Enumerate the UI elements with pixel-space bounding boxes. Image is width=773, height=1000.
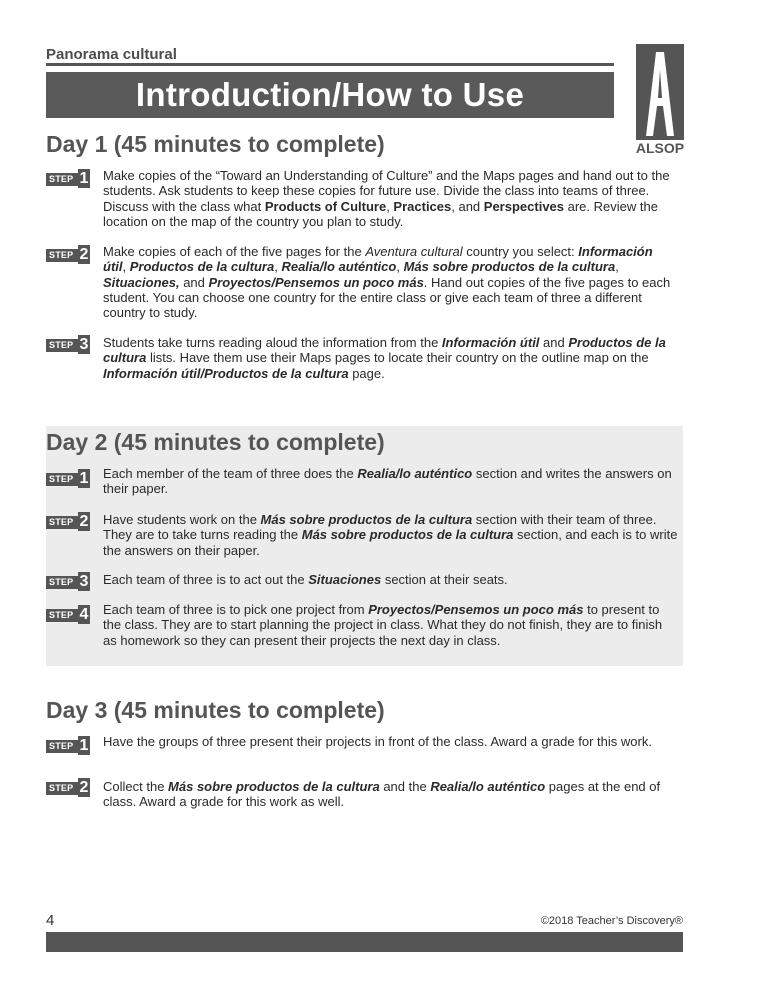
series-label: Panorama cultural (46, 46, 177, 63)
emphasis-run: Productos de la cultura (103, 335, 666, 366)
emphasis-run: Realia/lo auténtico (430, 779, 546, 794)
step-tag: STEP (46, 173, 79, 186)
copyright: ©2018 Teacher’s Discovery® (540, 915, 683, 927)
step-text (103, 244, 678, 320)
step-text (103, 466, 678, 497)
text-run: Collect the (103, 779, 169, 794)
step-number: 2 (79, 779, 89, 796)
emphasis-run: Proyectos/Pensemos un poco más (368, 602, 584, 617)
text-run: , (396, 259, 404, 275)
step-text (103, 734, 678, 749)
text-run: , (274, 259, 282, 275)
text-run: pages at the end of class. Award a grade for this work as well. (103, 779, 661, 810)
step-number: 3 (79, 336, 89, 353)
step-tag: STEP (46, 609, 79, 622)
text-run: section with their team of three. They are to take turns reading the (103, 512, 657, 543)
emphasis-run: Información útil (103, 244, 653, 275)
text-run: section, and each is to write the answers on their paper. (103, 527, 678, 558)
step-tag: STEP (46, 740, 79, 753)
step-number: 1 (79, 170, 89, 187)
day-1-title: Day 1 (45 minutes to complete) (46, 131, 385, 157)
step-badge (46, 607, 90, 624)
day-2-title: Day 2 (45 minutes to complete) (46, 429, 385, 455)
text-run: Each team of three is to act out the (103, 572, 309, 587)
logo-text: ALSOP (635, 140, 685, 156)
step-badge (46, 171, 90, 188)
step-badge (46, 514, 90, 531)
step-number: 2 (79, 246, 89, 263)
text-run: and (179, 274, 209, 290)
emphasis-run: Información útil/Productos de la cultura (103, 365, 349, 381)
day-3-title: Day 3 (45 minutes to complete) (46, 697, 385, 723)
step-tag: STEP (46, 576, 79, 589)
step-text (103, 779, 678, 810)
text-run: . Hand out copies of the five pages to each student. You can choose one country for the entire class or give each team of three a different country to study. (103, 274, 671, 321)
step-badge (46, 247, 90, 264)
emphasis-run: Practices (393, 198, 452, 214)
text-run: , (122, 259, 130, 275)
text-run: Make copies of each of the five pages for the (103, 244, 366, 259)
text-run: Have the groups of three present their projects in front of the class. Award a grade for this work. (103, 734, 652, 749)
emphasis-run: Perspectives (483, 198, 565, 214)
emphasis-run: Más sobre productos de la cultura (301, 527, 514, 543)
step-number: 1 (79, 470, 89, 487)
step-tag: STEP (46, 782, 79, 795)
step-number: 4 (79, 606, 89, 623)
emphasis-run: Situaciones, (103, 274, 180, 290)
text-run: are. Review the location on the map of the country you plan to study. (103, 198, 658, 229)
step-text (103, 602, 678, 648)
emphasis-run: Realia/lo auténtico (281, 259, 397, 275)
emphasis-run: Proyectos/Pensemos un poco más (208, 274, 424, 290)
page-number: 4 (46, 912, 55, 929)
header-rule (46, 63, 614, 66)
text-run: lists. Have them use their Maps pages to locate their country on the outline map on the (146, 350, 649, 366)
step-badge (46, 337, 90, 354)
step-tag: STEP (46, 473, 79, 486)
step-badge (46, 738, 90, 755)
text-run: , and (451, 198, 484, 214)
step-text (103, 168, 678, 229)
text-run: , (615, 259, 619, 275)
emphasis-run: Aventura cultural (365, 244, 463, 259)
step-badge (46, 574, 90, 591)
emphasis-run: Situaciones (308, 572, 382, 587)
step-badge (46, 780, 90, 797)
title-banner (46, 72, 614, 118)
text-run: Each member of the team of three does the (103, 466, 358, 481)
text-run: Make copies of the “Toward an Understanding of Culture” and the Maps pages and hand out to the students. Ask students to keep these copies for future use. Divide the class into teams of three. Discuss with the class what (103, 168, 670, 214)
step-number: 3 (79, 573, 89, 590)
footer-bar (46, 932, 683, 952)
step-number: 2 (79, 513, 89, 530)
text-run: section at their seats. (381, 572, 508, 587)
emphasis-run: Products of Culture (264, 198, 387, 214)
text-run: to present to the class. They are to start planning the project in class. What they do not finish, they are to finish as homework so they can present their projects the next day in class. (103, 602, 663, 648)
emphasis-run: Productos de la cultura (129, 259, 275, 275)
emphasis-run: Más sobre productos de la cultura (403, 259, 616, 275)
text-run: page. (348, 365, 385, 381)
text-run: and (539, 335, 569, 350)
step-tag: STEP (46, 516, 79, 529)
text-run: Students take turns reading aloud the information from the (103, 335, 442, 350)
emphasis-run: Información útil (441, 335, 540, 350)
step-number: 1 (79, 737, 89, 754)
emphasis-run: Realia/lo auténtico (357, 466, 473, 481)
step-badge (46, 471, 90, 488)
page-title: Introduction/How to Use (135, 76, 525, 113)
text-run: section and writes the answers on their paper. (103, 466, 672, 497)
text-run: , (386, 198, 394, 214)
text-run: country you select: (462, 244, 579, 259)
text-run: Each team of three is to pick one project from (103, 602, 369, 617)
text-run: Have students work on the (103, 512, 261, 527)
emphasis-run: Más sobre productos de la cultura (260, 512, 473, 527)
step-text (103, 572, 678, 587)
step-text (103, 335, 678, 381)
emphasis-run: Más sobre productos de la cultura (168, 779, 380, 794)
alsop-logo (636, 44, 684, 154)
text-run: and the (379, 779, 431, 794)
step-tag: STEP (46, 249, 79, 262)
step-tag: STEP (46, 339, 79, 352)
step-text (103, 512, 678, 558)
